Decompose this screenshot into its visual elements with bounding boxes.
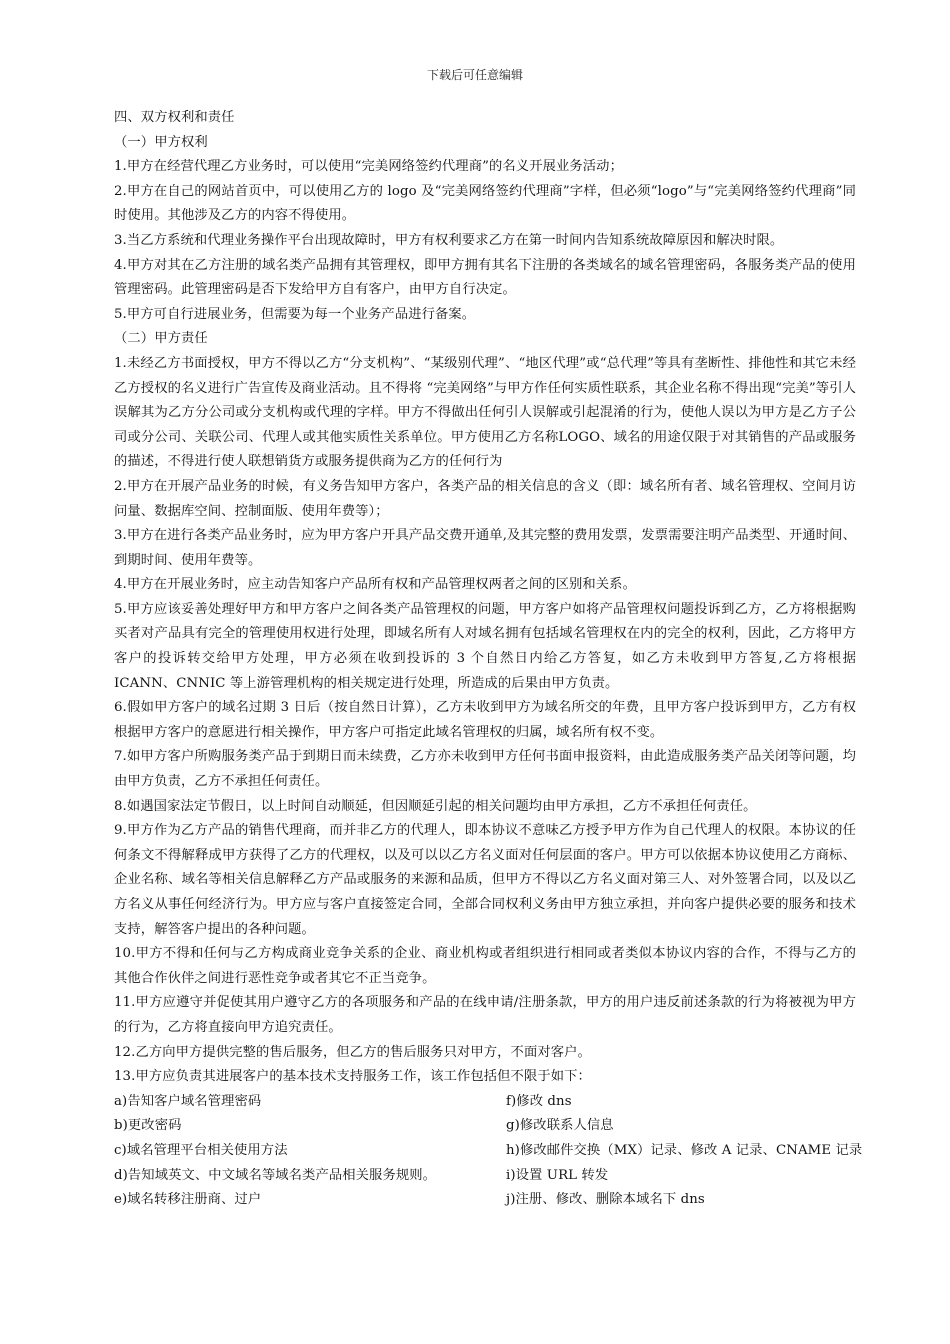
service-item: c)域名管理平台相关使用方法 (114, 1142, 288, 1158)
rights-item: 2.甲方在自己的网站首页中，可以使用乙方的 logo 及“完美网络签约代理商”字样，但必须“logo”与“完美网络签约代理商”同时使用。其他涉及乙方的内容不得使用。 (114, 183, 856, 224)
duties-title: （二）甲方责任 (114, 331, 208, 347)
rights-item: 5.甲方可自行进展业务，但需要为每一个业务产品进行备案。 (114, 306, 476, 322)
duties-item: 3.甲方在进行各类产品业务时，应为甲方客户开具产品交费开通单,及其完整的费用发票，发票需要注明产品类型、开通时间、到期时间、使用年费等。 (114, 528, 856, 568)
document-body (114, 106, 863, 1213)
duties-item: 13.甲方应负责其进展客户的基本技术支持服务工作，该工作包括但不限于如下： (114, 1069, 591, 1085)
duties-item: 8.如遇国家法定节假日，以上时间自动顺延，但因顺延引起的相关问题均由甲方承担，乙方不承担任何责任。 (114, 798, 757, 814)
duties-item: 2.甲方在开展产品业务的时候，有义务告知甲方客户，各类产品的相关信息的含义（即：域名所有者、域名管理权、空间月访问量、数据库空间、控制面版、使用年费等）； (114, 478, 856, 519)
service-list (114, 1090, 863, 1213)
duties-item: 10.甲方不得和任何与乙方构成商业竞争关系的企业、商业机构或者组织进行相同或者类似本协议内容的合作，不得与乙方的其他合作伙伴之间进行恶性竞争或者其它不正当竞争。 (114, 946, 856, 986)
duties-item: 5.甲方应该妥善处理好甲方和甲方客户之间各类产品管理权的问题，甲方客户如将产品管理权问题投诉到乙方，乙方将根据购买者对产品具有完全的管理使用权进行处理，即域名所有人对域名拥有包括域名管理权在内的完全的权利，因此，乙方将甲方客户的投诉转交给甲方处理，甲方必须在收到投诉的 3 个自然日内给乙方答复，如乙方未收到甲方答复,乙方将根据 ICANN、CNNIC 等上游管理机构的相关规定进行处理，所造成的后果由甲方负责。 (114, 601, 856, 691)
duties-item: 7.如甲方客户所购服务类产品于到期日而未续费，乙方亦未收到甲方任何书面申报资料，由此造成服务类产品关闭等问题，均由甲方负责，乙方不承担任何责任。 (114, 749, 856, 790)
page-header: 下载后可任意编辑 (426, 68, 523, 82)
duties-item: 4.甲方在开展业务时，应主动告知客户产品所有权和产品管理权两者之间的区别和关系。 (114, 577, 636, 593)
rights-item: 3.当乙方系统和代理业务操作平台出现故障时，甲方有权利要求乙方在第一时间内告知系统故障原因和解决时限。 (114, 232, 784, 248)
service-item: a)告知客户域名管理密码 (114, 1093, 262, 1109)
service-item: f)修改 dns (506, 1093, 572, 1109)
duties-item: 1.未经乙方书面授权，甲方不得以乙方“分支机构”、“某级别代理”、“地区代理”或“总代理”等具有垄断性、排他性和其它未经乙方授权的名义进行广告宣传及商业活动。且不得将 “完美网络”与甲方作任何实质性联系，其企业名称不得出现“完美”等引人误解其为乙方分公司或分支机构或代理的字样。甲方不得做出任何引人误解或引起混淆的行为，使他人误以为甲方是乙方子公司或分公司、关联公司、代理人或其他实质性关系单位。甲方使用乙方名称LOGO、域名的用途仅限于对其销售的产品或服务的描述，不得进行使人联想销货方或服务提供商为乙方的任何行为 (114, 355, 856, 470)
rights-item: 1.甲方在经营代理乙方业务时，可以使用“完美网络签约代理商”的名义开展业务活动； (114, 159, 623, 175)
service-item: d)告知域英文、中文域名等域名类产品相关服务规则。 (114, 1167, 437, 1183)
duties-item: 12.乙方向甲方提供完整的售后服务，但乙方的售后服务只对甲方，不面对客户。 (114, 1044, 591, 1060)
service-item: j)注册、修改、删除本域名下 dns (506, 1192, 705, 1208)
service-item: e)域名转移注册商、过户 (114, 1192, 262, 1208)
service-item: i)设置 URL 转发 (506, 1167, 609, 1183)
rights-title: （一）甲方权利 (114, 134, 208, 150)
duties-item: 11.甲方应遵守并促使其用户遵守乙方的各项服务和产品的在线申请/注册条款，甲方的用户违反前述条款的行为将被视为甲方的行为，乙方将直接向甲方追究责任。 (114, 995, 856, 1035)
duties-item: 9.甲方作为乙方产品的销售代理商，而并非乙方的代理人，即本协议不意味乙方授予甲方作为自己代理人的权限。本协议的任何条文不得解释成甲方获得了乙方的代理权，以及可以以乙方名义面对任何层面的客户。甲方可以依据本协议使用乙方商标、企业名称、域名等相关信息解释乙方产品或服务的来源和品质，但甲方不得以乙方名义面对第三人、对外签署合同，以及以乙方名义从事任何经济行为。甲方应与客户直接签定合同，全部合同权利义务由甲方独立承担，并向客户提供必要的服务和技术支持，解答客户提出的各种问题。 (114, 823, 856, 937)
section-title: 四、双方权利和责任 (114, 110, 235, 125)
rights-item: 4.甲方对其在乙方注册的域名类产品拥有其管理权，即甲方拥有其名下注册的各类域名的域名管理密码，各服务类产品的使用管理密码。此管理密码是否下发给甲方自有客户，由甲方自行决定。 (114, 257, 856, 298)
service-item: b)更改密码 (114, 1118, 182, 1134)
service-item: g)修改联系人信息 (506, 1118, 614, 1134)
service-item: h)修改邮件交换（MX）记录、修改 A 记录、CNAME 记录 (506, 1142, 863, 1158)
duties-item: 6.假如甲方客户的域名过期 3 日后（按自然日计算），乙方未收到甲方为域名所交的年费，且甲方客户投诉到甲方，乙方有权根据甲方客户的意愿进行相关操作，甲方客户可指定此域名管理权的归属，域名所有权不变。 (114, 700, 856, 740)
